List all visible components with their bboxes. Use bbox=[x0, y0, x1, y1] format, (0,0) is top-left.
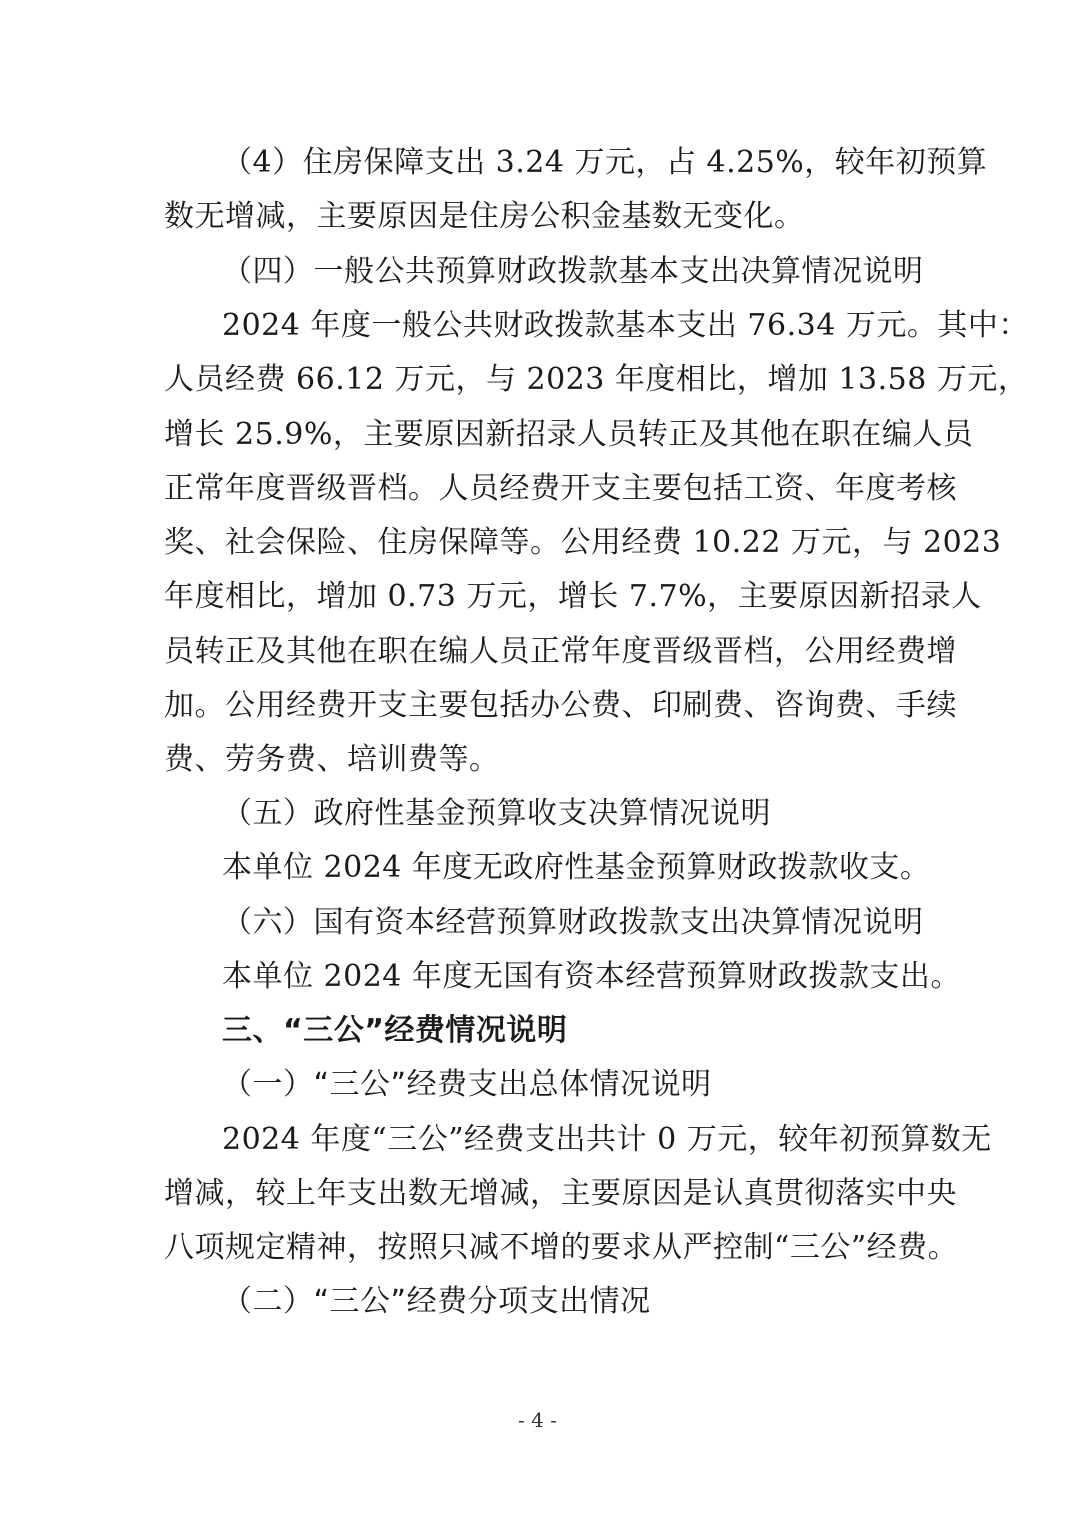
section-heading: （二）“三公”经费分项支出情况 bbox=[222, 1284, 651, 1319]
paragraph-line: 增减，较上年支出数无增减，主要原因是认真贯彻落实中央 bbox=[164, 1176, 957, 1211]
paragraph-line: 奖、社会保险、住房保障等。公用经费 10.22 万元，与 2023 bbox=[164, 525, 1002, 560]
page-number: - 4 - bbox=[518, 1408, 557, 1432]
paragraph-line: 本单位 2024 年度无政府性基金预算财政拨款收支。 bbox=[222, 850, 931, 885]
chapter-heading: 三、“三公”经费情况说明 bbox=[222, 1013, 568, 1048]
section-heading: （五）政府性基金预算收支决算情况说明 bbox=[222, 796, 771, 831]
paragraph-line: 增长 25.9%，主要原因新招录人员转正及其他在职在编人员 bbox=[164, 417, 974, 452]
paragraph-line: 正常年度晋级晋档。人员经费开支主要包括工资、年度考核 bbox=[164, 471, 957, 506]
paragraph-line: （4）住房保障支出 3.24 万元，占 4.25%，较年初预算 bbox=[222, 145, 988, 180]
paragraph-line: 本单位 2024 年度无国有资本经营预算财政拨款支出。 bbox=[222, 959, 961, 994]
paragraph-line: 2024 年度“三公”经费支出共计 0 万元，较年初预算数无 bbox=[222, 1122, 992, 1157]
paragraph-line: 八项规定精神，按照只减不增的要求从严控制“三公”经费。 bbox=[164, 1230, 959, 1265]
section-heading: （四）一般公共预算财政拨款基本支出决算情况说明 bbox=[222, 254, 924, 289]
paragraph-line: 人员经费 66.12 万元，与 2023 年度相比，增加 13.58 万元， bbox=[164, 362, 1029, 397]
section-heading: （一）“三公”经费支出总体情况说明 bbox=[222, 1067, 712, 1102]
paragraph-line: 2024 年度一般公共财政拨款基本支出 76.34 万元。其中： bbox=[222, 308, 1029, 343]
section-heading: （六）国有资本经营预算财政拨款支出决算情况说明 bbox=[222, 905, 924, 940]
paragraph-line: 员转正及其他在职在编人员正常年度晋级晋档，公用经费增 bbox=[164, 634, 957, 669]
paragraph-line: 年度相比，增加 0.73 万元，增长 7.7%，主要原因新招录人 bbox=[164, 579, 982, 614]
paragraph-line: 数无增减，主要原因是住房公积金基数无变化。 bbox=[164, 199, 805, 234]
paragraph-line: 费、劳务费、培训费等。 bbox=[164, 742, 500, 777]
paragraph-line: 加。公用经费开支主要包括办公费、印刷费、咨询费、手续 bbox=[164, 688, 957, 723]
